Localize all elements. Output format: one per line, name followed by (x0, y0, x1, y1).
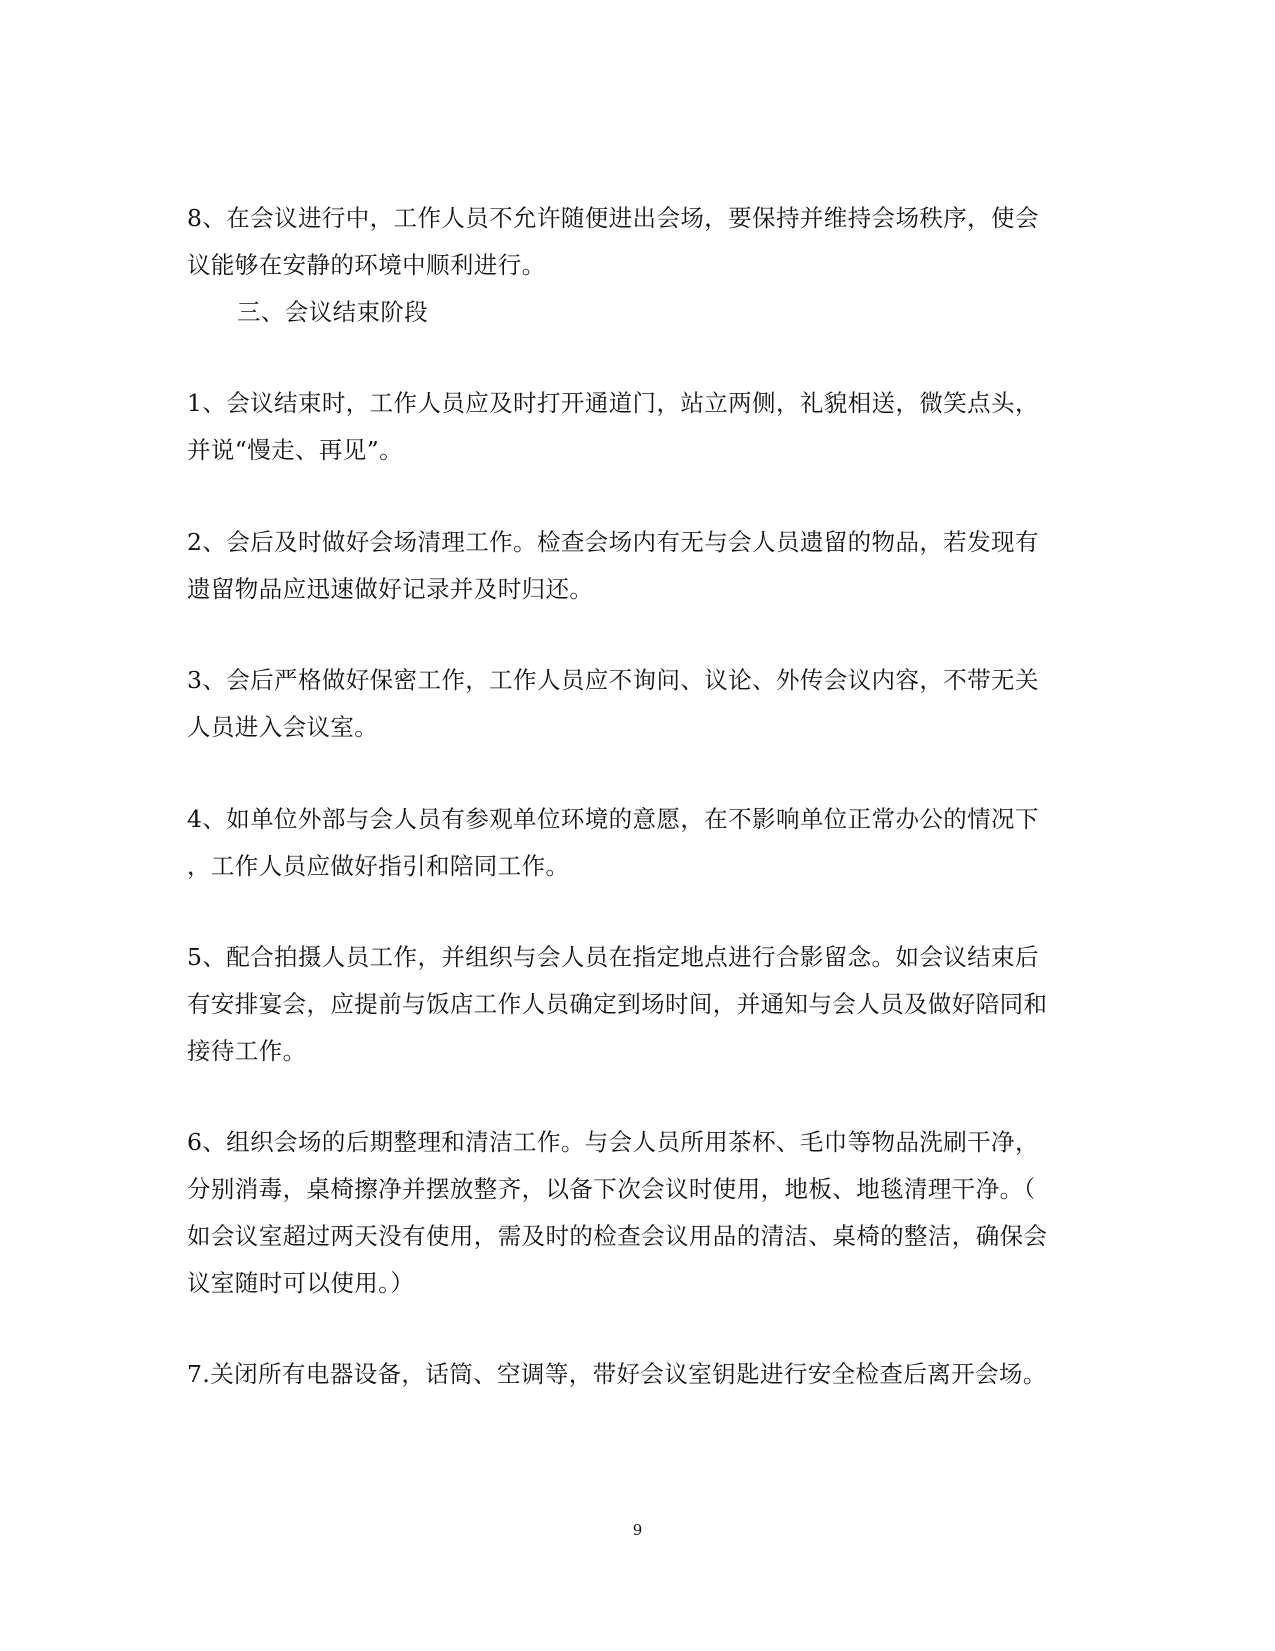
paragraph-item-4-line-2: ，工作人员应做好指引和陪同工作。 (187, 852, 570, 880)
paragraph-item-5-line-2: 有安排宴会，应提前与饭店工作人员确定到场时间，并通知与会人员及做好陪同和 (187, 990, 1048, 1018)
paragraph-item-3-line-2: 人员进入会议室。 (187, 713, 379, 741)
paragraph-item-5-line-1: 5、配合拍摄人员工作，并组织与会人员在指定地点进行合影留念。如会议结束后 (187, 943, 1039, 971)
paragraph-item-3-line-1: 3、会后严格做好保密工作，工作人员应不询问、议论、外传会议内容，不带无关 (187, 666, 1039, 694)
paragraph-item-6-line-1: 6、组织会场的后期整理和清洁工作。与会人员所用茶杯、毛巾等物品洗刷干净， (187, 1128, 1039, 1156)
paragraph-item-2-line-1: 2、会后及时做好会场清理工作。检查会场内有无与会人员遗留的物品，若发现有 (187, 528, 1039, 556)
paragraph-item-6-line-2: 分别消毒，桌椅擦净并摆放整齐，以备下次会议时使用，地板、地毯清理干净。（ (187, 1175, 1036, 1203)
page-number: 9 (632, 1521, 643, 1539)
paragraph-item-6-line-4: 议室随时可以使用。） (187, 1269, 415, 1297)
paragraph-item-7-line-1: 7.关闭所有电器设备，话筒、空调等，带好会议室钥匙进行安全检查后离开会场。 (187, 1360, 1047, 1388)
paragraph-item-4-line-1: 4、如单位外部与会人员有参观单位环境的意愿，在不影响单位正常办公的情况下 (187, 805, 1039, 833)
section-heading: 三、会议结束阶段 (237, 298, 429, 326)
paragraph-item-2-line-2: 遗留物品应迅速做好记录并及时归还。 (187, 575, 594, 603)
paragraph-item-1-line-1: 1、会议结束时，工作人员应及时打开通道门，站立两侧，礼貌相送，微笑点头， (187, 389, 1039, 417)
paragraph-item-8-line-1: 8、在会议进行中，工作人员不允许随便进出会场，要保持并维持会场秩序，使会 (187, 204, 1039, 232)
paragraph-item-1-line-2: 并说“慢走、再见”。 (187, 436, 404, 464)
paragraph-item-8-line-2: 议能够在安静的环境中顺利进行。 (187, 251, 546, 279)
paragraph-item-6-line-3: 如会议室超过两天没有使用，需及时的检查会议用品的清洁、桌椅的整洁，确保会 (187, 1222, 1048, 1250)
paragraph-item-5-line-3: 接待工作。 (187, 1037, 307, 1065)
